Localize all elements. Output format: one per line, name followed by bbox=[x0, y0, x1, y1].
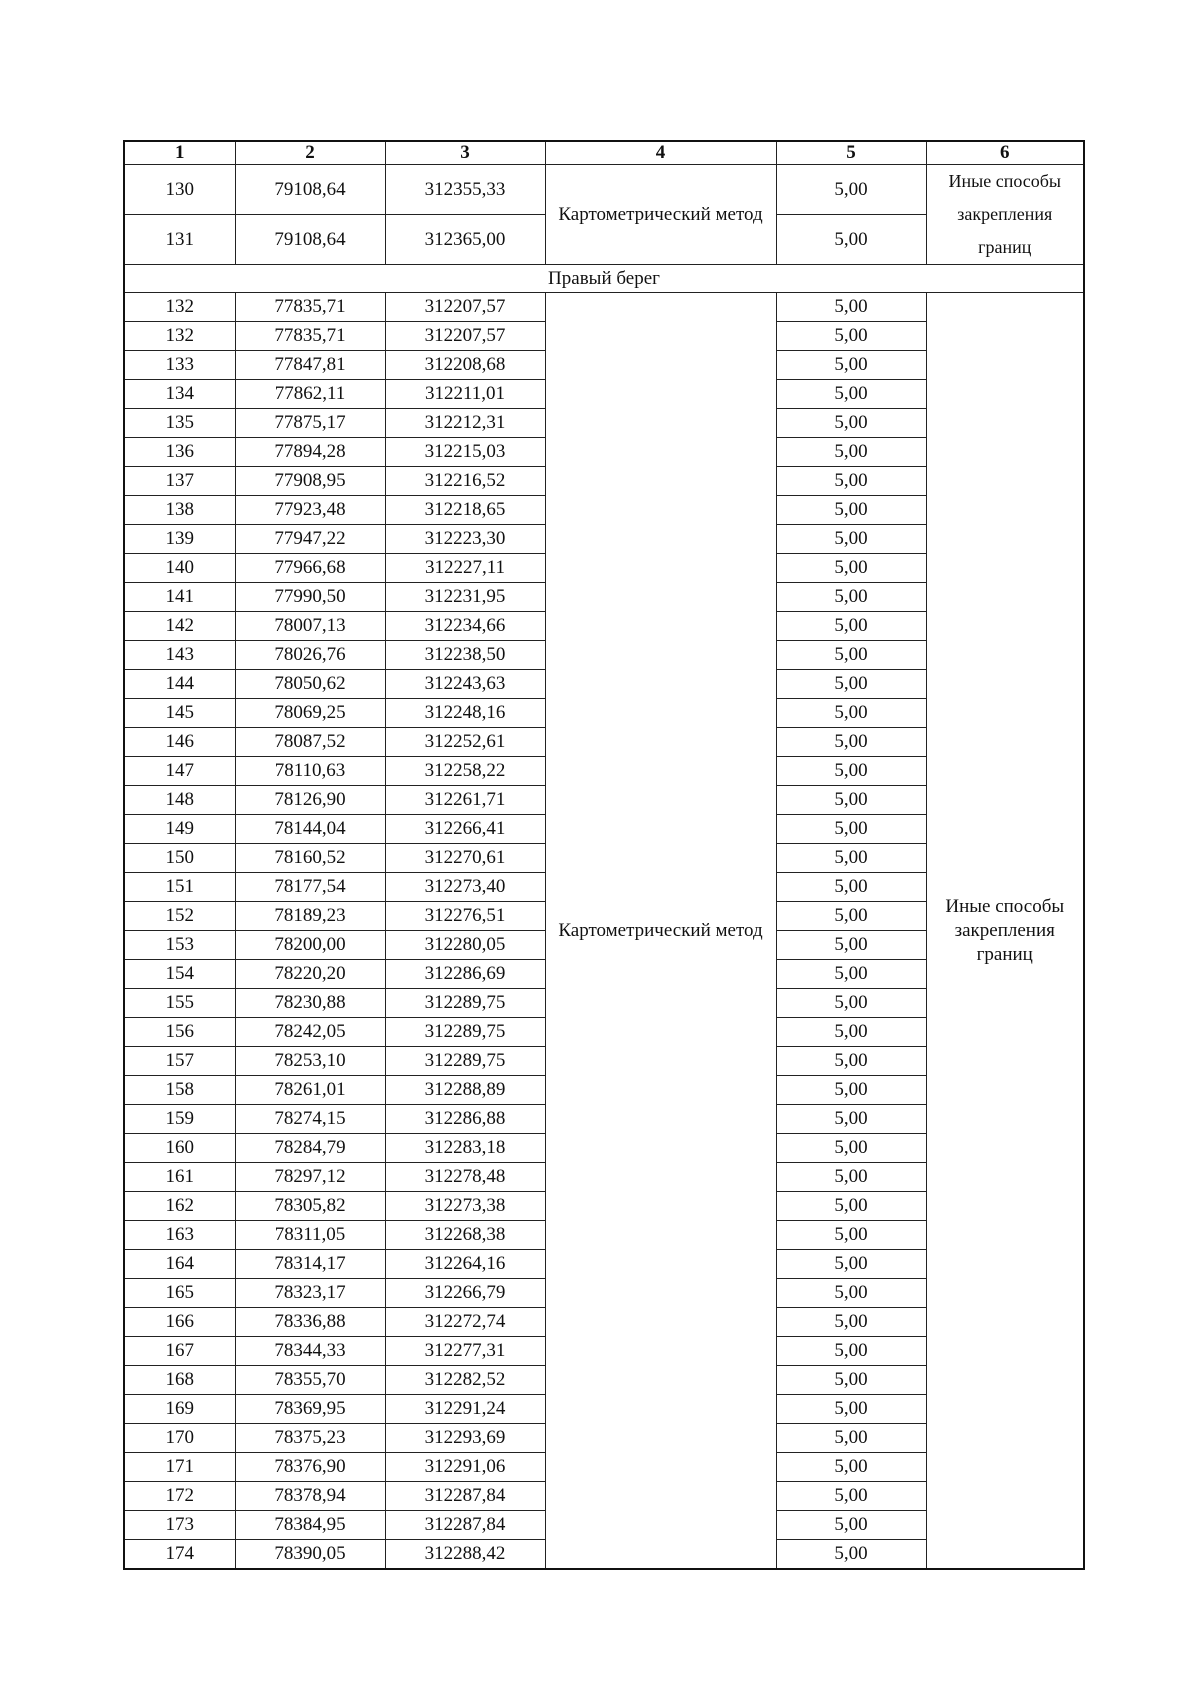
point-number: 166 bbox=[124, 1308, 235, 1337]
section-row bbox=[124, 265, 1084, 293]
point-number: 142 bbox=[124, 612, 235, 641]
accuracy: 5,00 bbox=[776, 1163, 926, 1192]
coord-y: 312273,38 bbox=[385, 1192, 545, 1221]
coord-x: 78242,05 bbox=[235, 1018, 385, 1047]
accuracy: 5,00 bbox=[776, 1308, 926, 1337]
coord-y: 312227,11 bbox=[385, 554, 545, 583]
coord-x: 78376,90 bbox=[235, 1453, 385, 1482]
coord-x: 77947,22 bbox=[235, 525, 385, 554]
accuracy: 5,00 bbox=[776, 1076, 926, 1105]
accuracy: 5,00 bbox=[776, 1134, 926, 1163]
point-number: 149 bbox=[124, 815, 235, 844]
coord-y: 312261,71 bbox=[385, 786, 545, 815]
table-row bbox=[124, 165, 1084, 215]
coord-x: 78274,15 bbox=[235, 1105, 385, 1134]
coord-y: 312289,75 bbox=[385, 989, 545, 1018]
coord-x: 77908,95 bbox=[235, 467, 385, 496]
coord-y: 312252,61 bbox=[385, 728, 545, 757]
coord-x: 78144,04 bbox=[235, 815, 385, 844]
coord-y: 312270,61 bbox=[385, 844, 545, 873]
point-number: 157 bbox=[124, 1047, 235, 1076]
coord-y: 312365,00 bbox=[385, 215, 545, 265]
coord-x: 78110,63 bbox=[235, 757, 385, 786]
accuracy: 5,00 bbox=[776, 1511, 926, 1540]
accuracy: 5,00 bbox=[776, 960, 926, 989]
accuracy: 5,00 bbox=[776, 641, 926, 670]
coord-y: 312277,31 bbox=[385, 1337, 545, 1366]
coord-x: 78177,54 bbox=[235, 873, 385, 902]
point-number: 172 bbox=[124, 1482, 235, 1511]
coord-y: 312266,79 bbox=[385, 1279, 545, 1308]
coord-x: 78026,76 bbox=[235, 641, 385, 670]
coord-y: 312283,18 bbox=[385, 1134, 545, 1163]
point-number: 169 bbox=[124, 1395, 235, 1424]
header-col-1: 1 bbox=[124, 141, 235, 165]
accuracy: 5,00 bbox=[776, 989, 926, 1018]
point-number: 168 bbox=[124, 1366, 235, 1395]
point-number: 131 bbox=[124, 215, 235, 265]
coord-x: 78344,33 bbox=[235, 1337, 385, 1366]
coord-x: 78160,52 bbox=[235, 844, 385, 873]
coord-y: 312289,75 bbox=[385, 1018, 545, 1047]
point-number: 170 bbox=[124, 1424, 235, 1453]
coord-x: 78384,95 bbox=[235, 1511, 385, 1540]
point-number: 140 bbox=[124, 554, 235, 583]
accuracy: 5,00 bbox=[776, 525, 926, 554]
accuracy: 5,00 bbox=[776, 699, 926, 728]
accuracy: 5,00 bbox=[776, 844, 926, 873]
point-number: 163 bbox=[124, 1221, 235, 1250]
coordinates-sheet bbox=[123, 140, 1083, 1570]
coord-x: 77966,68 bbox=[235, 554, 385, 583]
point-number: 147 bbox=[124, 757, 235, 786]
coord-y: 312264,16 bbox=[385, 1250, 545, 1279]
coord-y: 312286,88 bbox=[385, 1105, 545, 1134]
coord-x: 78189,23 bbox=[235, 902, 385, 931]
header-col-4: 4 bbox=[545, 141, 776, 165]
coord-x: 77847,81 bbox=[235, 351, 385, 380]
point-number: 130 bbox=[124, 165, 235, 215]
accuracy: 5,00 bbox=[776, 583, 926, 612]
accuracy: 5,00 bbox=[776, 1047, 926, 1076]
accuracy: 5,00 bbox=[776, 786, 926, 815]
coord-y: 312207,57 bbox=[385, 293, 545, 322]
coord-y: 312234,66 bbox=[385, 612, 545, 641]
coord-y: 312218,65 bbox=[385, 496, 545, 525]
coord-x: 78323,17 bbox=[235, 1279, 385, 1308]
coord-x: 78355,70 bbox=[235, 1366, 385, 1395]
point-number: 167 bbox=[124, 1337, 235, 1366]
header-col-5: 5 bbox=[776, 141, 926, 165]
header-row bbox=[124, 141, 1084, 165]
coord-x: 78253,10 bbox=[235, 1047, 385, 1076]
point-number: 161 bbox=[124, 1163, 235, 1192]
accuracy: 5,00 bbox=[776, 931, 926, 960]
point-number: 141 bbox=[124, 583, 235, 612]
accuracy: 5,00 bbox=[776, 351, 926, 380]
coord-x: 77875,17 bbox=[235, 409, 385, 438]
point-number: 137 bbox=[124, 467, 235, 496]
coord-y: 312282,52 bbox=[385, 1366, 545, 1395]
coord-x: 77923,48 bbox=[235, 496, 385, 525]
section-title: Правый берег bbox=[124, 265, 1084, 293]
coord-x: 77862,11 bbox=[235, 380, 385, 409]
accuracy: 5,00 bbox=[776, 438, 926, 467]
coord-x: 77835,71 bbox=[235, 293, 385, 322]
accuracy: 5,00 bbox=[776, 322, 926, 351]
coord-y: 312238,50 bbox=[385, 641, 545, 670]
header-col-6: 6 bbox=[926, 141, 1084, 165]
point-number: 132 bbox=[124, 322, 235, 351]
point-number: 150 bbox=[124, 844, 235, 873]
point-number: 160 bbox=[124, 1134, 235, 1163]
coord-x: 77894,28 bbox=[235, 438, 385, 467]
accuracy: 5,00 bbox=[776, 409, 926, 438]
point-number: 138 bbox=[124, 496, 235, 525]
coord-y: 312291,06 bbox=[385, 1453, 545, 1482]
accuracy: 5,00 bbox=[776, 1279, 926, 1308]
point-number: 146 bbox=[124, 728, 235, 757]
accuracy: 5,00 bbox=[776, 215, 926, 265]
point-number: 174 bbox=[124, 1540, 235, 1570]
point-number: 144 bbox=[124, 670, 235, 699]
point-number: 133 bbox=[124, 351, 235, 380]
coord-y: 312276,51 bbox=[385, 902, 545, 931]
fixing-method-cell: Иные способы закрепления границ bbox=[926, 165, 1084, 265]
accuracy: 5,00 bbox=[776, 1366, 926, 1395]
coord-x: 78069,25 bbox=[235, 699, 385, 728]
point-number: 165 bbox=[124, 1279, 235, 1308]
coord-x: 78314,17 bbox=[235, 1250, 385, 1279]
header-col-3: 3 bbox=[385, 141, 545, 165]
method-cell: Картометрический метод bbox=[545, 165, 776, 265]
coord-x: 78007,13 bbox=[235, 612, 385, 641]
coord-y: 312268,38 bbox=[385, 1221, 545, 1250]
accuracy: 5,00 bbox=[776, 165, 926, 215]
coord-x: 78284,79 bbox=[235, 1134, 385, 1163]
accuracy: 5,00 bbox=[776, 380, 926, 409]
point-number: 152 bbox=[124, 902, 235, 931]
coord-y: 312273,40 bbox=[385, 873, 545, 902]
coord-y: 312248,16 bbox=[385, 699, 545, 728]
coord-y: 312216,52 bbox=[385, 467, 545, 496]
point-number: 162 bbox=[124, 1192, 235, 1221]
accuracy: 5,00 bbox=[776, 1105, 926, 1134]
accuracy: 5,00 bbox=[776, 1482, 926, 1511]
accuracy: 5,00 bbox=[776, 612, 926, 641]
point-number: 158 bbox=[124, 1076, 235, 1105]
accuracy: 5,00 bbox=[776, 815, 926, 844]
coord-x: 79108,64 bbox=[235, 215, 385, 265]
coord-y: 312208,68 bbox=[385, 351, 545, 380]
point-number: 154 bbox=[124, 960, 235, 989]
coord-x: 78378,94 bbox=[235, 1482, 385, 1511]
coord-x: 78126,90 bbox=[235, 786, 385, 815]
coord-y: 312288,89 bbox=[385, 1076, 545, 1105]
coord-x: 78230,88 bbox=[235, 989, 385, 1018]
accuracy: 5,00 bbox=[776, 1395, 926, 1424]
coord-x: 79108,64 bbox=[235, 165, 385, 215]
coord-y: 312258,22 bbox=[385, 757, 545, 786]
coord-x: 78375,23 bbox=[235, 1424, 385, 1453]
coord-x: 78220,20 bbox=[235, 960, 385, 989]
coord-x: 78200,00 bbox=[235, 931, 385, 960]
point-number: 134 bbox=[124, 380, 235, 409]
accuracy: 5,00 bbox=[776, 670, 926, 699]
point-number: 143 bbox=[124, 641, 235, 670]
point-number: 171 bbox=[124, 1453, 235, 1482]
point-number: 136 bbox=[124, 438, 235, 467]
coord-y: 312212,31 bbox=[385, 409, 545, 438]
coord-y: 312355,33 bbox=[385, 165, 545, 215]
point-number: 159 bbox=[124, 1105, 235, 1134]
coord-y: 312287,84 bbox=[385, 1511, 545, 1540]
accuracy: 5,00 bbox=[776, 293, 926, 322]
accuracy: 5,00 bbox=[776, 757, 926, 786]
coord-y: 312288,42 bbox=[385, 1540, 545, 1570]
accuracy: 5,00 bbox=[776, 1192, 926, 1221]
accuracy: 5,00 bbox=[776, 1337, 926, 1366]
point-number: 145 bbox=[124, 699, 235, 728]
accuracy: 5,00 bbox=[776, 1250, 926, 1279]
point-number: 155 bbox=[124, 989, 235, 1018]
accuracy: 5,00 bbox=[776, 728, 926, 757]
coord-x: 77835,71 bbox=[235, 322, 385, 351]
coord-y: 312287,84 bbox=[385, 1482, 545, 1511]
coord-y: 312223,30 bbox=[385, 525, 545, 554]
coord-x: 78305,82 bbox=[235, 1192, 385, 1221]
table-row bbox=[124, 293, 1084, 322]
coord-x: 78261,01 bbox=[235, 1076, 385, 1105]
accuracy: 5,00 bbox=[776, 1540, 926, 1570]
accuracy: 5,00 bbox=[776, 1221, 926, 1250]
point-number: 156 bbox=[124, 1018, 235, 1047]
coord-y: 312243,63 bbox=[385, 670, 545, 699]
accuracy: 5,00 bbox=[776, 873, 926, 902]
coord-x: 78369,95 bbox=[235, 1395, 385, 1424]
coord-y: 312215,03 bbox=[385, 438, 545, 467]
accuracy: 5,00 bbox=[776, 1453, 926, 1482]
point-number: 153 bbox=[124, 931, 235, 960]
coord-y: 312293,69 bbox=[385, 1424, 545, 1453]
fixing-method-cell: Иные способы закрепления границ bbox=[926, 293, 1084, 1570]
coord-y: 312272,74 bbox=[385, 1308, 545, 1337]
coordinates-table bbox=[123, 140, 1085, 1570]
accuracy: 5,00 bbox=[776, 467, 926, 496]
accuracy: 5,00 bbox=[776, 902, 926, 931]
coord-y: 312291,24 bbox=[385, 1395, 545, 1424]
accuracy: 5,00 bbox=[776, 1018, 926, 1047]
coord-x: 78297,12 bbox=[235, 1163, 385, 1192]
accuracy: 5,00 bbox=[776, 554, 926, 583]
coord-x: 78311,05 bbox=[235, 1221, 385, 1250]
point-number: 132 bbox=[124, 293, 235, 322]
coord-y: 312266,41 bbox=[385, 815, 545, 844]
coord-x: 78087,52 bbox=[235, 728, 385, 757]
coord-x: 77990,50 bbox=[235, 583, 385, 612]
accuracy: 5,00 bbox=[776, 496, 926, 525]
coord-y: 312278,48 bbox=[385, 1163, 545, 1192]
header-col-2: 2 bbox=[235, 141, 385, 165]
coord-x: 78050,62 bbox=[235, 670, 385, 699]
point-number: 139 bbox=[124, 525, 235, 554]
point-number: 148 bbox=[124, 786, 235, 815]
coord-y: 312289,75 bbox=[385, 1047, 545, 1076]
method-cell: Картометрический метод bbox=[545, 293, 776, 1570]
point-number: 135 bbox=[124, 409, 235, 438]
coord-y: 312207,57 bbox=[385, 322, 545, 351]
point-number: 151 bbox=[124, 873, 235, 902]
point-number: 173 bbox=[124, 1511, 235, 1540]
coord-y: 312286,69 bbox=[385, 960, 545, 989]
coord-y: 312280,05 bbox=[385, 931, 545, 960]
point-number: 164 bbox=[124, 1250, 235, 1279]
accuracy: 5,00 bbox=[776, 1424, 926, 1453]
coord-y: 312231,95 bbox=[385, 583, 545, 612]
coord-x: 78390,05 bbox=[235, 1540, 385, 1570]
coord-x: 78336,88 bbox=[235, 1308, 385, 1337]
coord-y: 312211,01 bbox=[385, 380, 545, 409]
